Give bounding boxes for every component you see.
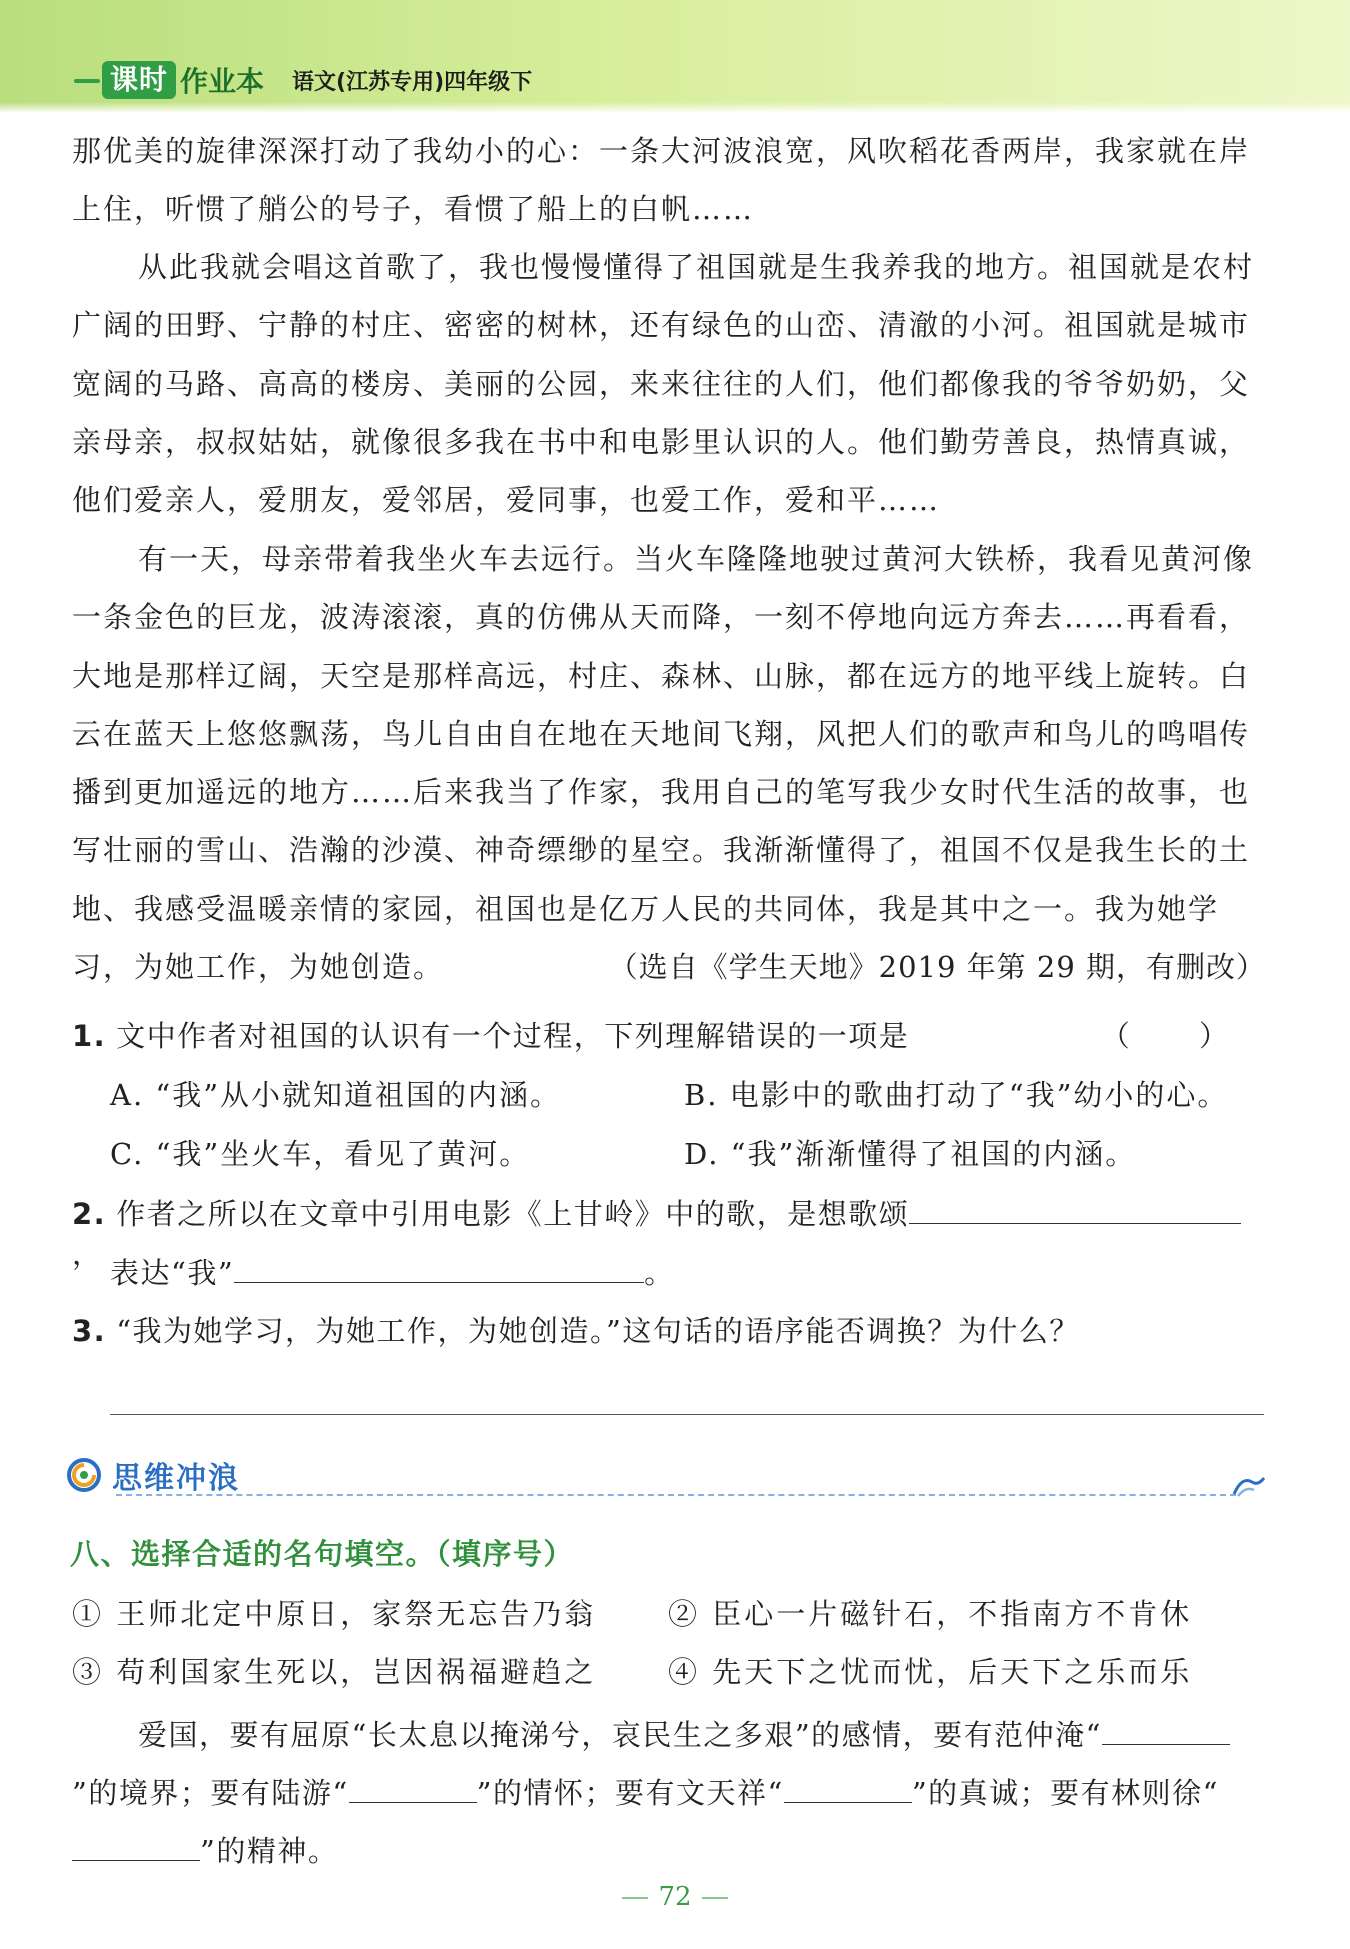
header-decoration [74,79,100,83]
question-3-text: “我为她学习，为她工作，为她创造。”这句话的语序能否调换？为什么？ [116,1314,1080,1348]
passage-paragraph-3 [72,530,1266,996]
option-a[interactable]: A. “我”从小就知道祖国的内涵。 [110,1078,562,1112]
question-1-text: 文中作者对祖国的认识有一个过程，下列理解错误的一项是 [116,1019,910,1053]
fill-text-5: ”的精神。 [200,1834,339,1868]
option-d[interactable]: D. “我”渐渐懂得了祖国的内涵。 [684,1137,1137,1171]
fill-text-4: ”的真诚；要有林则徐“ [911,1776,1219,1810]
option-b[interactable]: B. 电影中的歌曲打动了“我”幼小的心。 [684,1078,1229,1112]
fill-blank-1[interactable] [1102,1714,1230,1745]
section-divider [116,1494,1236,1496]
fill-text-3: ”的情怀；要有文天祥“ [476,1776,784,1810]
book-logo [102,60,532,100]
passage-paragraph-1: 那优美的旋律深深打动了我幼小的心：一条大河波浪宽，风吹稻花香两岸，我家就在岸上住，听惯了艄公的号子，看惯了船上的白帆…… [72,134,1251,227]
page-number-dash-right [702,1897,728,1899]
fill-text-1: 爱国，要有屈原“长太息以掩涕兮，哀民生之多艰”的感情，要有范仲淹“ [138,1718,1102,1752]
quote-3: ③ 苟利国家生死以，岂因祸福避趋之 [72,1655,597,1689]
section-heading [66,1452,240,1498]
answer-parenthesis[interactable]: （ ） [1100,1019,1258,1053]
page-number-value: 72 [658,1882,692,1912]
logo-text: 作业本 [180,65,265,98]
question-1 [72,1016,1266,1056]
question-2-line-2 [110,1252,1266,1293]
wave-icon [1232,1472,1266,1498]
fill-blank-4[interactable] [72,1830,200,1861]
fill-blank-3[interactable] [784,1772,912,1803]
page-number [0,1882,1350,1912]
source-citation: （选自《学生天地》2019 年第 29 期，有删改） [608,950,1266,985]
page-number-dash-left [622,1897,648,1899]
logo-badge: 课时 [102,61,176,99]
fill-in-paragraph [72,1706,1266,1880]
answer-blank-express[interactable] [234,1252,644,1283]
quote-4: ④ 先天下之忧而忧，后天下之乐而乐 [668,1655,1193,1689]
quote-1: ① 王师北定中原日，家祭无忘告乃翁 [72,1597,597,1631]
answer-line[interactable] [110,1414,1264,1415]
task-8-title: 八、选择合适的名句填空。（填序号） [70,1537,575,1571]
question-2-end: 。 [644,1256,675,1290]
question-1-number: 1. [72,1019,107,1053]
passage-paragraph-3-text: 有一天，母亲带着我坐火车去远行。当火车隆隆地驶过黄河大铁桥，我看见黄河像一条金色的巨龙，波涛滚滚，真的仿佛从天而降，一刻不停地向远方奔去……再看看，大地是那样辽阔，天空是那样高远，村庄、森林、山脉，都在远方的地平线上旋转。白云在蓝天上悠悠飘荡，鸟儿自由自在地在天地间飞翔，风把人们的歌声和鸟儿的鸣唱传播到更加遥远的地方……后来我当了作家，我用自己的笔写我少女时代生活的故事，也写壮丽的雪山、浩瀚的沙漠、神奇缥缈的星空。我渐渐懂得了，祖国不仅是我生长的土地、我感受温暖亲情的家园，祖国也是亿万人民的共同体，我是其中之一。我为她学习，为她工作，为她创造。 [72,542,1255,985]
swirl-icon [66,1457,102,1493]
question-2-number: 2. [72,1197,107,1231]
question-2-comma: ， [72,1237,103,1271]
question-3 [72,1311,1266,1351]
quote-2: ② 臣心一片磁针石，不指南方不肯休 [668,1597,1193,1631]
question-3-number: 3. [72,1314,107,1348]
passage-paragraph-2: 从此我就会唱这首歌了，我也慢慢懂得了祖国就是生我养我的地方。祖国就是农村广阔的田野、宁静的村庄、密密的树林，还有绿色的山峦、清澈的小河。祖国就是城市宽阔的马路、高高的楼房、美丽的公园，来来往往的人们，他们都像我的爷爷奶奶，父亲母亲，叔叔姑姑，就像很多我在书中和电影里认识的人。他们勤劳善良，热情真诚，他们爱亲人，爱朋友，爱邻居，爱同事，也爱工作，爱和平…… [72,250,1255,518]
question-2-text-b: 表达“我” [110,1256,235,1290]
fill-blank-2[interactable] [349,1772,477,1803]
book-subtitle: 语文(江苏专用)四年级下 [292,69,533,95]
answer-blank-praise[interactable] [909,1193,1241,1224]
section-title: 思维冲浪 [112,1461,240,1496]
fill-text-2: ”的境界；要有陆游“ [72,1776,349,1810]
question-2-text-a: 作者之所以在文章中引用电影《上甘岭》中的歌，是想歌颂 [116,1197,910,1231]
option-c[interactable]: C. “我”坐火车，看见了黄河。 [110,1137,531,1171]
